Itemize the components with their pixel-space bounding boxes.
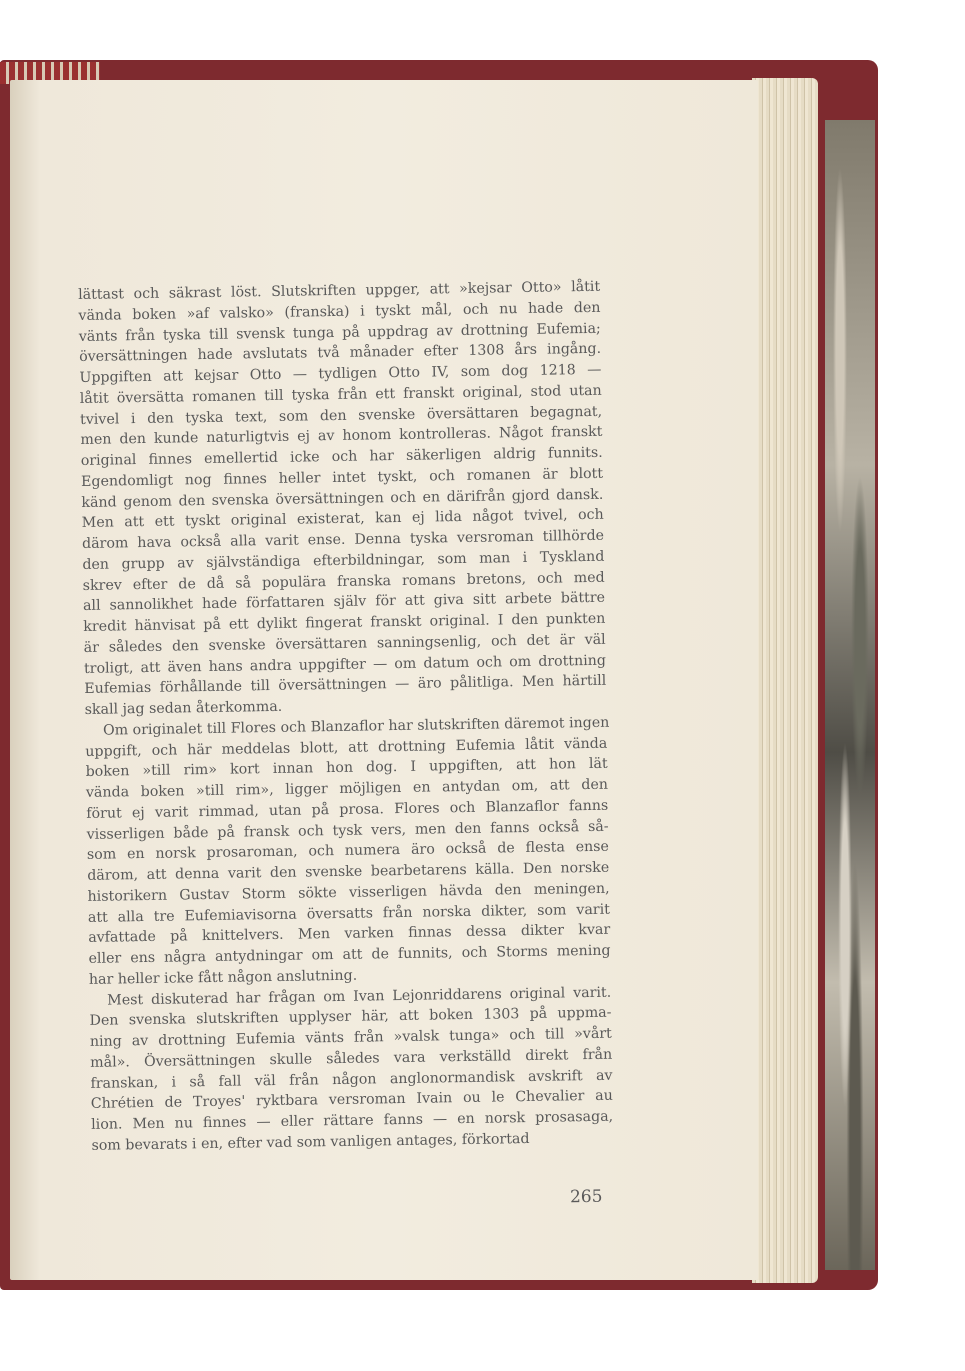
marbled-edge bbox=[825, 120, 875, 1270]
text-line: förut ej varit rimmad, utan på prosa. Flores och Blanzaflor fanns bbox=[86, 797, 609, 822]
text-line: Uppgiften att kejsar Otto — tydligen Otto IV, som dog 1218 — bbox=[79, 361, 602, 386]
text-line: har heller icke fått någon anslutning. bbox=[88, 967, 358, 988]
text-line: att alla tre Eufemiavisorna översatts från norska dikter, som varit bbox=[87, 901, 610, 926]
page-edges bbox=[752, 78, 818, 1283]
text-line: Mest diskuterad har frågan om Ivan Lejonriddarens original varit. bbox=[107, 984, 612, 1009]
text-line: Om originalet till Flores och Blanzaflor har slutskriften däremot ingen bbox=[102, 714, 610, 739]
text-line: visserligen både på fransk och tysk vers, men den fanns också så- bbox=[86, 818, 609, 843]
text-line: troligt, att även hans andra uppgifter — om datum och om drottning bbox=[83, 652, 607, 677]
text-line: skrev efter de då så populära franska romans bretons, och med bbox=[82, 569, 605, 594]
text-line: som bevarats i en, efter vad som vanligen antages, förkortad bbox=[91, 1130, 530, 1154]
page-number: 265 bbox=[569, 1186, 603, 1208]
text-line: Egendomligt nog finnes heller intet tyskt, och romanen är blott bbox=[80, 465, 604, 490]
text-line: skall jag sedan återkomma. bbox=[84, 698, 283, 718]
text-line: är således den svenske översättaren sanningsenlig, och det är väl bbox=[83, 631, 606, 656]
page-text bbox=[78, 277, 614, 1157]
text-line: franskan, i så fall väl från någon anglonormandisk avskrift av bbox=[90, 1067, 613, 1092]
text-line: uppgift, och här meddelas blott, att drottning Eufemia låtit vända bbox=[85, 735, 608, 760]
text-line: kredit hänvisat på ett dylikt fingerat franskt original. I den punkten bbox=[83, 610, 606, 635]
text-line: som en norsk prosaroman, och numera äro också de flesta ense bbox=[86, 838, 610, 864]
text-line: översättningen hade avslutats två månader efter 1308 års ingång. bbox=[79, 341, 602, 366]
text-line: lättast och säkrast löst. Slutskriften uppger, att »kejsar Otto» låtit bbox=[78, 278, 601, 303]
text-line: därom, att denna varit den svenske bearbetarens källa. Den norske bbox=[87, 859, 610, 884]
text-line: därom hava också alla varit ense. Denna tyska versroman tillhörde bbox=[81, 527, 605, 552]
text-line: historikern Gustav Storm sökte visserligen hävda den meningen, bbox=[87, 880, 610, 905]
text-line: avfattade på knittelvers. Men varken finnas dessa dikter kvar bbox=[88, 921, 611, 947]
text-line: Den svenska slutskriften upplyser här, att boken 1303 på uppma- bbox=[89, 1004, 612, 1030]
book-page bbox=[10, 80, 758, 1280]
text-line: tvivel i den tyska text, som den svenske översättaren begagnat, bbox=[79, 403, 603, 428]
text-line: mål». Översättningen skulle således vara verkställd direkt från bbox=[90, 1046, 613, 1071]
text-line: känd genom den svenska översättningen och en därifrån gjord dansk. bbox=[81, 486, 604, 511]
text-line: all sannolikhet hade författaren själv för att giva sitt arbete bättre bbox=[82, 590, 606, 615]
text-line: ning av drottning Eufemia vänts från »valsk tunga» och till »vårt bbox=[89, 1025, 612, 1050]
text-line: Chrétien de Troyes' ryktbara versroman Ivain ou le Chevalier au bbox=[90, 1087, 613, 1113]
text-line: men den kunde naturligtvis ej av honom kontrolleras. Något franskt bbox=[80, 424, 603, 449]
text-line: eller ens några antydningar om att de funnits, och Storms mening bbox=[88, 942, 611, 967]
text-line: vänts från tyska till svensk tunga på uppdrag av drottning Eufemia; bbox=[78, 320, 601, 345]
text-line: lion. Men nu finnes — eller rättare fanns — en norsk prosasaga, bbox=[91, 1108, 614, 1133]
text-line: Eufemias förhållande till översättningen — äro pålitliga. Men härtill bbox=[84, 673, 607, 698]
text-line: vända boken »af valsko» (franska) i tyskt mål, och nu hade den bbox=[78, 299, 601, 324]
text-line: den grupp av självständiga efterbildningar, som man i Tyskland bbox=[82, 548, 605, 573]
text-line: låtit översätta romanen till tyska från ett franskt original, stod utan bbox=[79, 382, 602, 407]
text-line: Men att ett tyskt original existerat, kan ej lida något tvivel, och bbox=[81, 507, 604, 532]
text-line: vända boken »till rim», ligger möjligen en antydan om, att den bbox=[85, 776, 609, 801]
text-line: original finnes emellertid icke och har säkerligen aldrig funnits. bbox=[80, 444, 603, 469]
text-line: boken »till rim» kort innan hon dog. I uppgiften, att hon lät bbox=[85, 755, 608, 781]
